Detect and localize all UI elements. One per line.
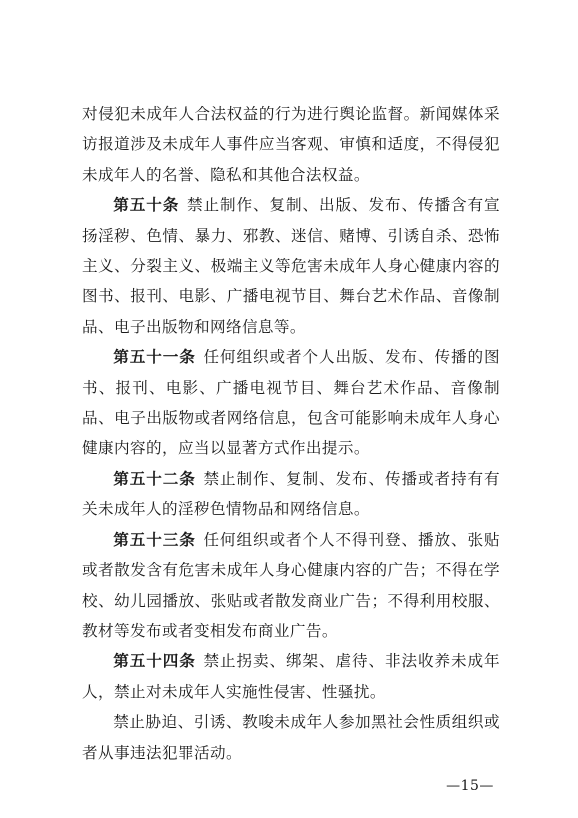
article-text: 禁止制作、复制、出版、发布、传播含有宣扬淫秽、色情、暴力、邪教、迷信、赌博、引诱自杀、恐怖主义、分裂主义、极端主义等危害未成年人身心健康内容的图书、报刊、电影、广播电视节目、舞台艺术作品、音像制品、电子出版物和网络信息等。 <box>82 196 500 336</box>
paragraph-continuation <box>82 99 500 190</box>
article-number: 第五十一条 <box>113 347 196 367</box>
article-text: 任何组织或者个人不得刊登、播放、张贴或者散发含有危害未成年人身心健康内容的广告；不得在学校、幼儿园播放、张贴或者散发商业广告；不得利用校服、教材等发布或者变相发布商业广告。 <box>82 530 500 640</box>
article-54-paragraph-2 <box>82 707 500 768</box>
page-number: —15— <box>446 778 494 794</box>
article-54 <box>82 646 500 707</box>
article-number: 第五十四条 <box>113 651 196 671</box>
article-52 <box>82 464 500 525</box>
paragraph-text: 对侵犯未成年人合法权益的行为进行舆论监督。新闻媒体采访报道涉及未成年人事件应当客观、审慎和适度，不得侵犯未成年人的名誉、隐私和其他合法权益。 <box>82 105 500 184</box>
article-number: 第五十二条 <box>113 468 196 488</box>
paragraph-text: 禁止胁迫、引诱、教唆未成年人参加黑社会性质组织或者从事违法犯罪活动。 <box>82 713 500 762</box>
article-number: 第五十条 <box>113 195 180 215</box>
article-51 <box>82 342 500 464</box>
article-53 <box>82 525 500 647</box>
article-number: 第五十三条 <box>113 529 196 549</box>
article-50 <box>82 190 500 342</box>
article-text: 禁止拐卖、绑架、虐待、非法收养未成年人，禁止对未成年人实施性侵害、性骚扰。 <box>82 652 500 701</box>
article-text: 禁止制作、复制、发布、传播或者持有有关未成年人的淫秽色情物品和网络信息。 <box>82 469 500 519</box>
article-text: 任何组织或者个人出版、发布、传播的图书、报刊、电影、广播电视节目、舞台艺术作品、音像制品、电子出版物或者网络信息，包含可能影响未成年人身心健康内容的，应当以显著方式作出提示。 <box>82 348 500 458</box>
document-body <box>82 99 500 768</box>
